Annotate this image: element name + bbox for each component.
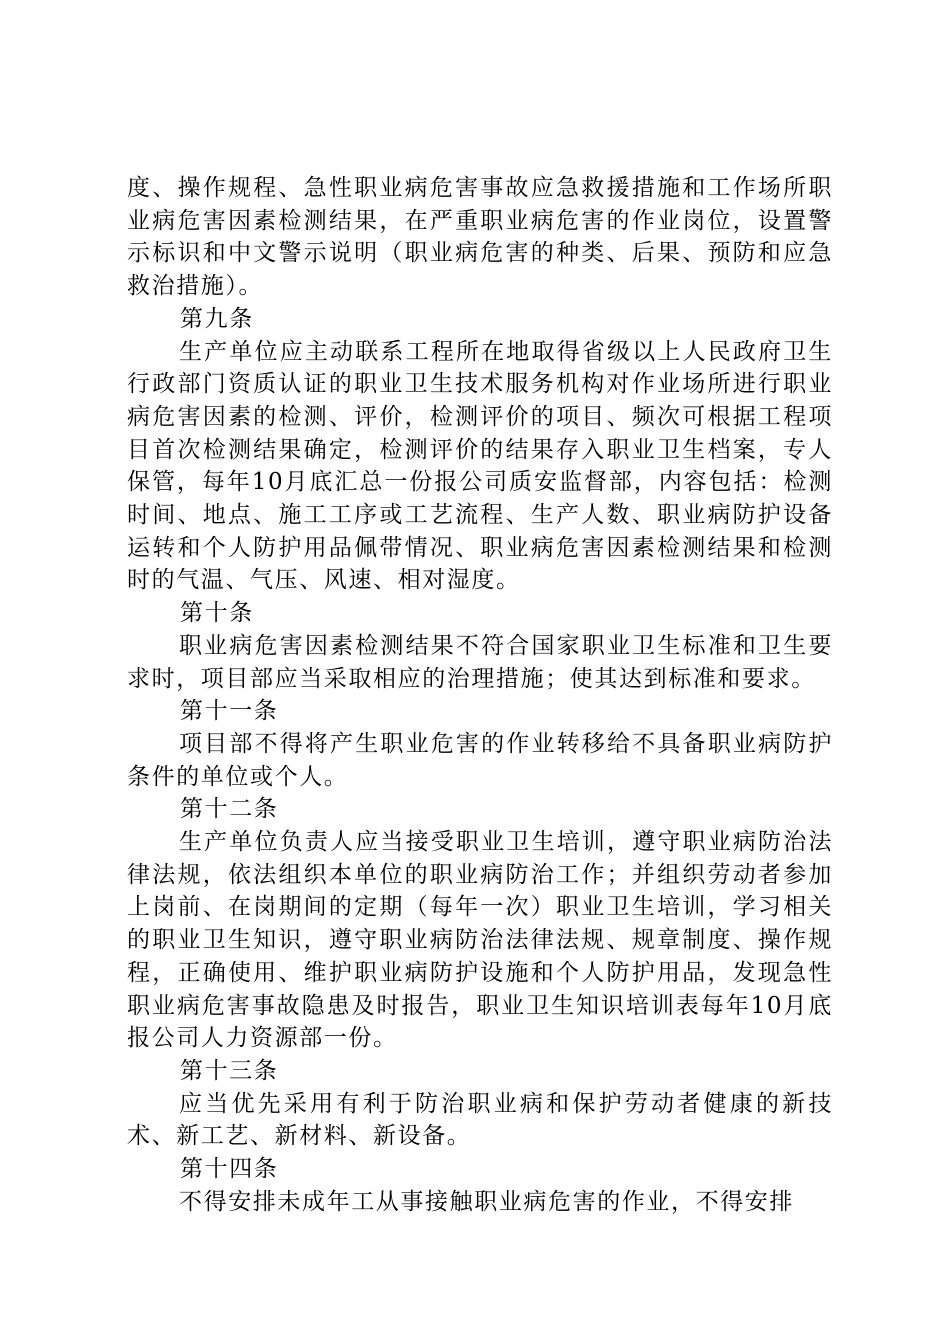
document-body	[127, 172, 833, 1219]
article-14-heading: 第十四条	[180, 1156, 279, 1183]
article-11-heading: 第十一条	[180, 698, 279, 725]
article-11-paragraph: 项目部不得将产生职业危害的作业转移给不具备职业病防护条件的单位或个人。	[127, 730, 833, 790]
article-13-heading: 第十三条	[180, 1057, 279, 1084]
article-13-paragraph: 应当优先采用有利于防治职业病和保护劳动者健康的新技术、新工艺、新材料、新设备。	[127, 1090, 833, 1150]
article-14-paragraph: 不得安排未成年工从事接触职业病危害的作业，不得安排	[179, 1188, 794, 1215]
article-10-paragraph: 职业病危害因素检测结果不符合国家职业卫生标准和卫生要求时，项目部应当采取相应的治理措施；使其达到标准和要求。	[127, 632, 833, 692]
paragraph-continuation: 度、操作规程、急性职业病危害事故应急救援措施和工作场所职业病危害因素检测结果，在严重职业病危害的作业岗位，设置警示标识和中文警示说明（职业病危害的种类、后果、预防和应急救治措施）。	[127, 175, 833, 300]
article-12-paragraph: 生产单位负责人应当接受职业卫生培训，遵守职业病防治法律法规，依法组织本单位的职业病防治工作；并组织劳动者参加上岗前、在岗期间的定期（每年一次）职业卫生培训，学习相关的职业卫生知识，遵守职业病防治法律法规、规章制度、操作规程，正确使用、维护职业病防护设施和个人防护用品，发现急性职业病危害事故隐患及时报告，职业卫生知识培训表每年10月底报公司人力资源部一份。	[127, 829, 833, 1052]
article-12-heading: 第十二条	[180, 796, 279, 823]
article-9-paragraph: 生产单位应主动联系工程所在地取得省级以上人民政府卫生行政部门资质认证的职业卫生技术服务机构对作业场所进行职业病危害因素的检测、评价，检测评价的项目、频次可根据工程项目首次检测结果确定，检测评价的结果存入职业卫生档案，专人保管，每年10月底汇总一份报公司质安监督部，内容包括：检测时间、地点、施工工序或工艺流程、生产人数、职业病防护设备运转和个人防护用品佩带情况、职业病危害因素检测结果和检测时的气温、气压、风速、相对湿度。	[127, 338, 833, 594]
article-9-heading: 第九条	[180, 305, 254, 332]
article-10-heading: 第十条	[180, 600, 254, 627]
